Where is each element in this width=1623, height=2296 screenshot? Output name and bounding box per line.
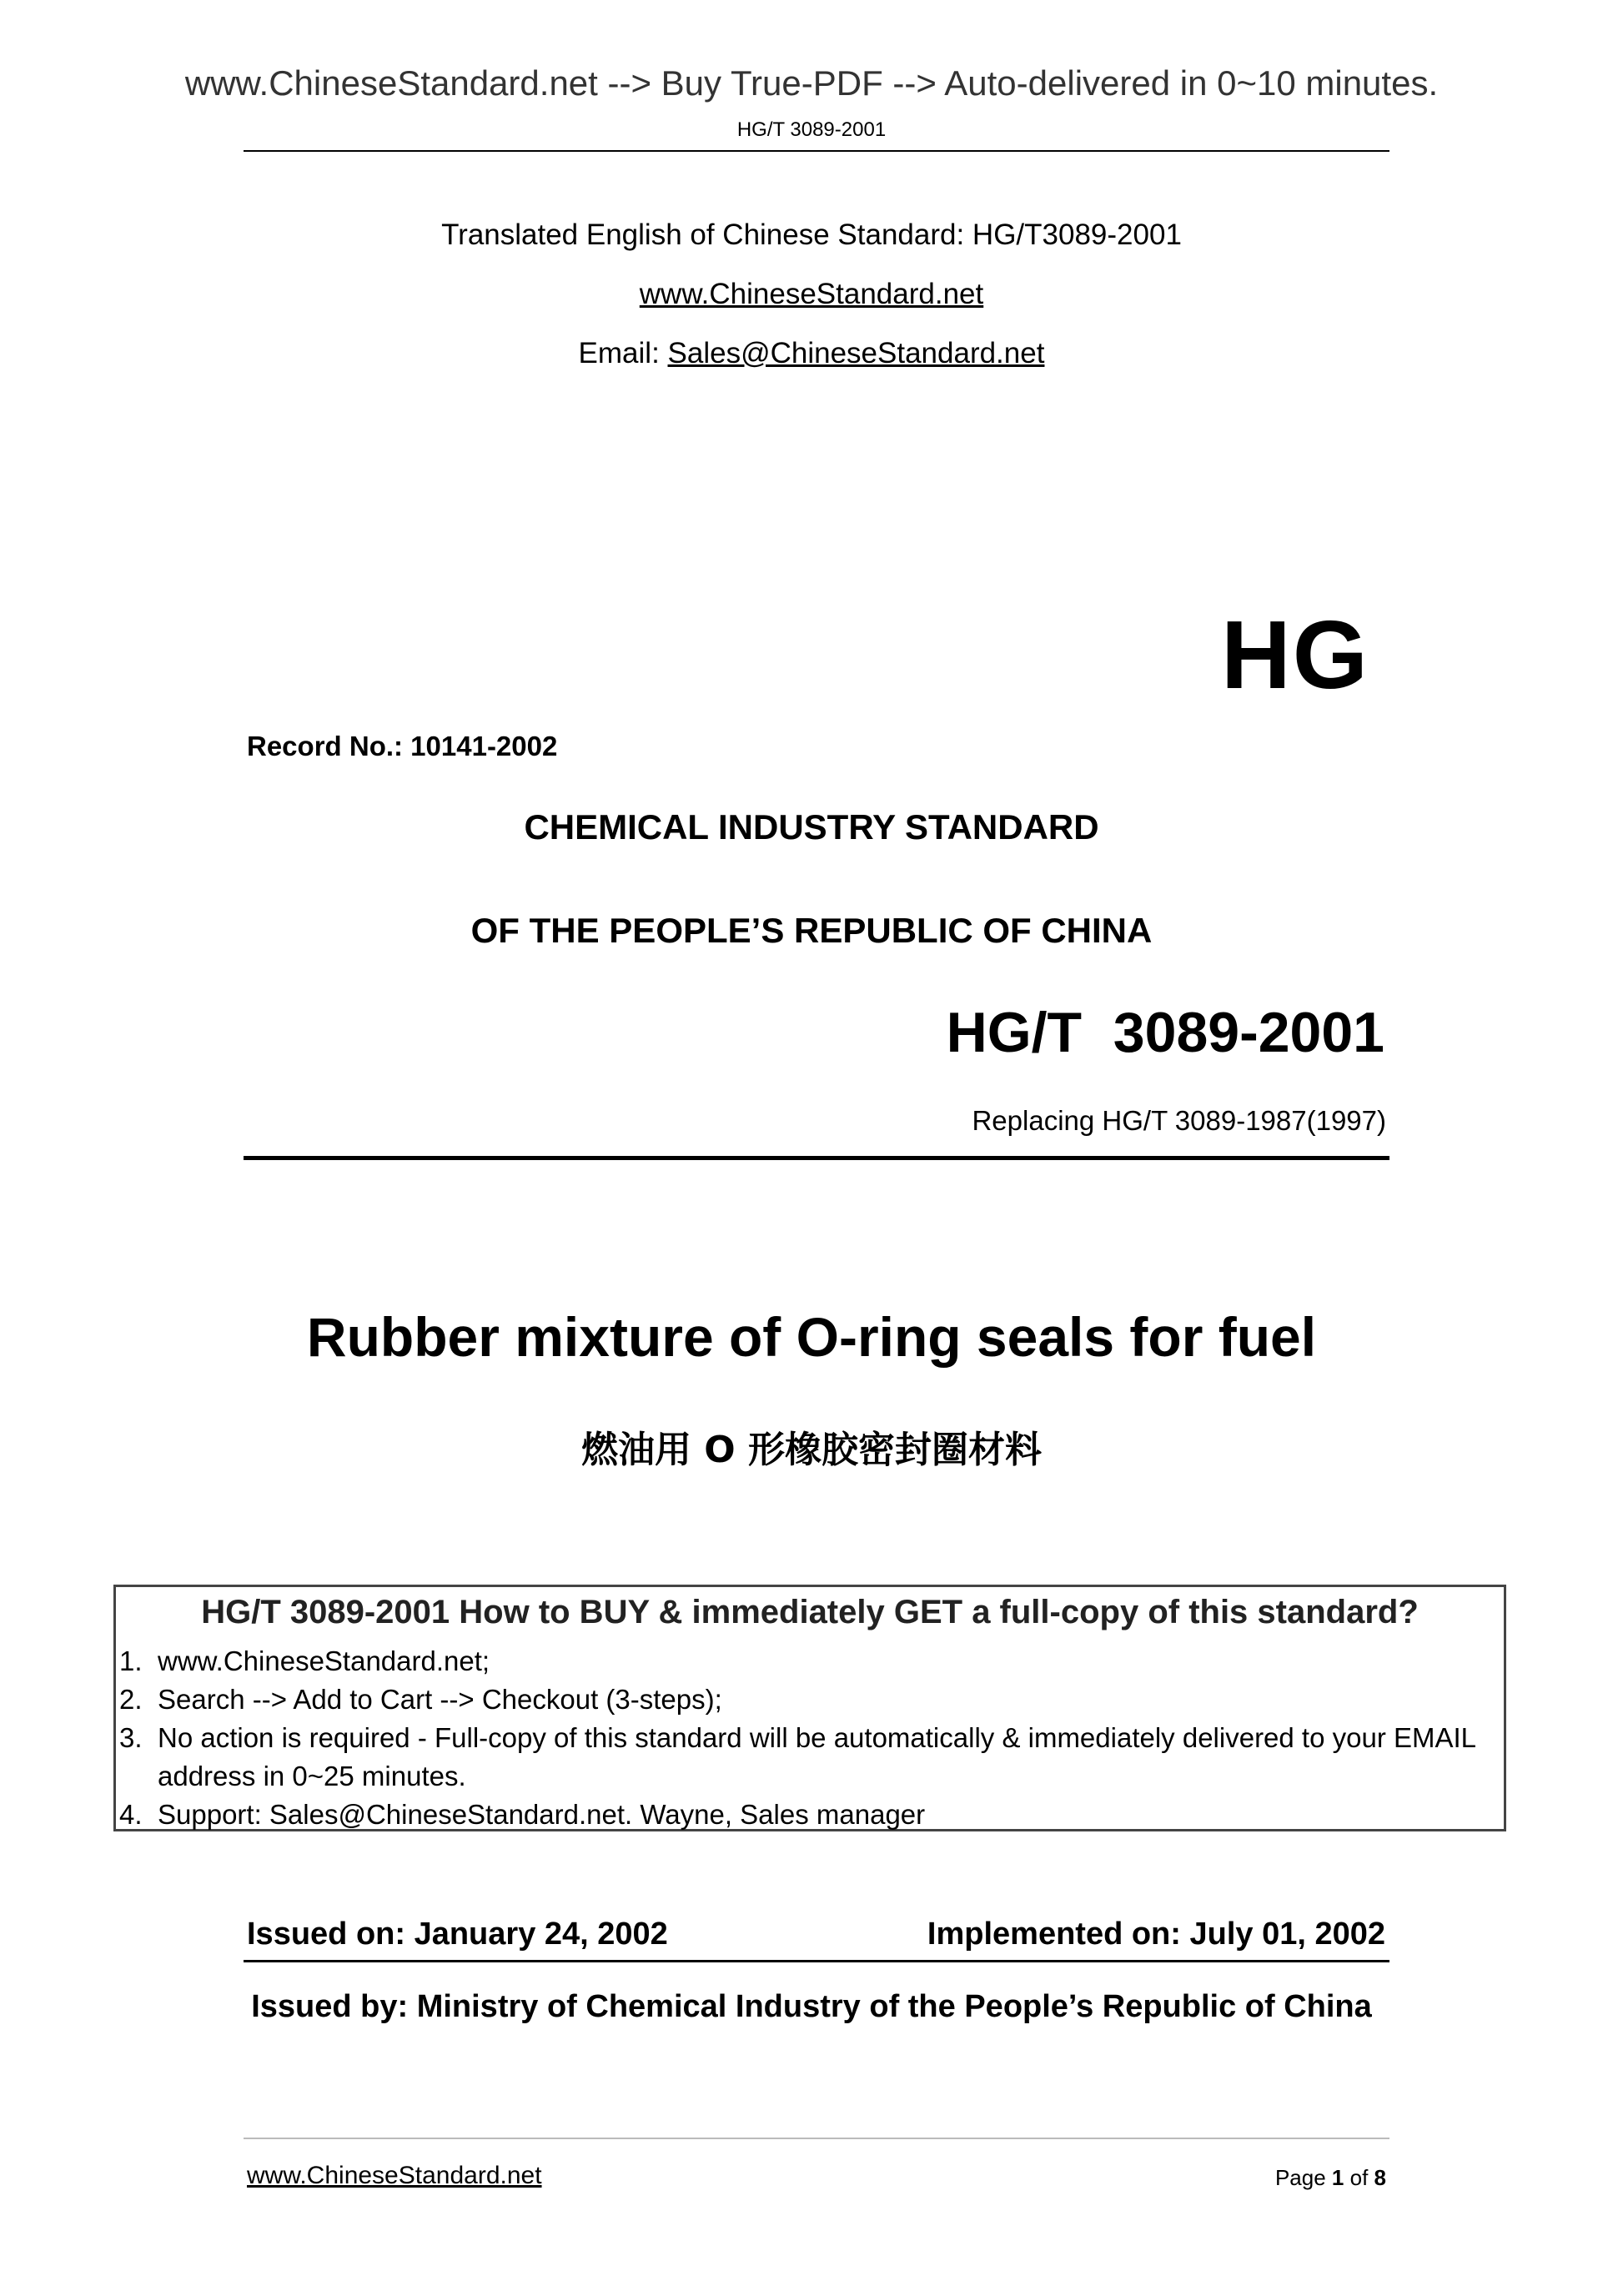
list-item xyxy=(119,1681,1497,1719)
standard-type-line1: CHEMICAL INDUSTRY STANDARD xyxy=(524,807,1099,847)
dates-divider xyxy=(244,1960,1389,1962)
buy-steps-list xyxy=(119,1642,1497,1834)
email-label: Email: xyxy=(578,337,668,369)
issued-by: Issued by: Ministry of Chemical Industry of the People’s Republic of China xyxy=(251,1989,1372,2024)
list-item-number: 1. xyxy=(119,1645,143,1676)
standard-type-line2: OF THE PEOPLE’S REPUBLIC OF CHINA xyxy=(470,911,1153,950)
top-banner: www.ChineseStandard.net --> Buy True-PDF --> Auto-delivered in 0~10 minutes. xyxy=(184,63,1439,103)
buy-box-title: HG/T 3089-2001 How to BUY & immediately GET a full-copy of this standard? xyxy=(201,1594,1419,1630)
page-total: 8 xyxy=(1374,2165,1386,2190)
list-item-number: 3. xyxy=(119,1722,143,1753)
header-divider xyxy=(244,150,1389,152)
email-line xyxy=(0,337,1623,370)
list-item-number: 2. xyxy=(119,1684,143,1715)
list-item-number: 4. xyxy=(119,1799,143,1830)
cover-divider xyxy=(244,1156,1389,1160)
footer-site-link[interactable]: www.ChineseStandard.net xyxy=(247,2162,542,2189)
list-item xyxy=(119,1642,1497,1681)
implemented-date: Implemented on: July 01, 2002 xyxy=(927,1917,1385,1952)
title-english: Rubber mixture of O-ring seals for fuel xyxy=(306,1306,1317,1368)
page-prefix: Page xyxy=(1274,2165,1332,2190)
record-number: Record No.: 10141-2002 xyxy=(247,731,558,761)
list-item-text: No action is required - Full-copy of this standard will be automatically & immediately delivered to your EMAIL address in 0~25 minutes. xyxy=(158,1722,1475,1791)
list-item-text[interactable]: www.ChineseStandard.net; xyxy=(158,1645,490,1676)
standard-number: HG/T 3089-2001 xyxy=(946,1001,1384,1064)
list-item-text: Support: Sales@ChineseStandard.net. Wayne, Sales manager xyxy=(158,1799,926,1830)
hg-mark: HG xyxy=(1221,600,1369,709)
replacing-note: Replacing HG/T 3089-1987(1997) xyxy=(972,1105,1386,1136)
email-link[interactable]: Sales@ChineseStandard.net xyxy=(667,337,1045,369)
issued-date: Issued on: January 24, 2002 xyxy=(247,1917,668,1952)
page-mid: of xyxy=(1344,2165,1374,2190)
list-item xyxy=(119,1796,1497,1834)
translated-line: Translated English of Chinese Standard: HG/T3089-2001 xyxy=(441,219,1182,251)
site-link[interactable]: www.ChineseStandard.net xyxy=(639,278,984,310)
footer-divider xyxy=(244,2138,1389,2139)
list-item-text: Search --> Add to Cart --> Checkout (3-steps); xyxy=(158,1684,722,1715)
list-item xyxy=(119,1719,1497,1796)
buy-info-box xyxy=(113,1585,1506,1831)
site-line xyxy=(0,278,1623,311)
title-chinese: 燃油用 O 形橡胶密封圈材料 xyxy=(580,1429,1043,1471)
header-standard-code: HG/T 3089-2001 xyxy=(736,118,887,141)
page-indicator xyxy=(1275,2165,1386,2191)
page-current: 1 xyxy=(1331,2165,1344,2190)
